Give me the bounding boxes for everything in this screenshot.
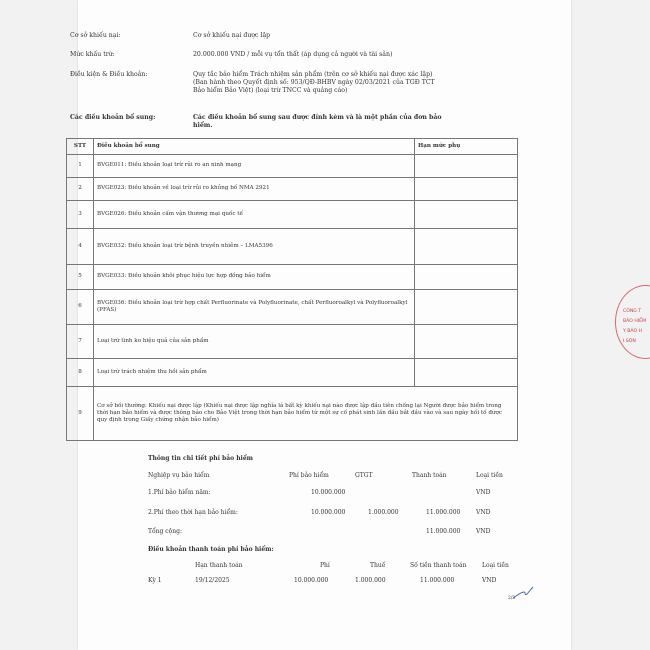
cell-clause: BVGE023: Điều khoản về loại trừ rủi ro khủng bố NMA 2921 [94,178,415,201]
fee-header-currency: Loại tiền [476,472,503,479]
payment-section-title: Điều khoản thanh toán phí bảo hiểm: [148,546,274,553]
table-row [67,359,518,387]
payment-row-period: Kỳ 1 [148,577,162,584]
red-stamp [615,285,650,355]
payment-header-amount: Số tiền thanh toán [410,562,467,569]
payment-row-tax: 1.000.000 [355,577,386,584]
fee-row-fee: 10.000.000 [311,509,346,516]
table-row [67,178,518,201]
fee-row-total: 11.000.000 [426,509,461,516]
payment-header-fee: Phí [320,562,330,569]
cell-clause: BVGE026: Điều khoản cấm vận thương mại quốc tế [94,201,415,229]
cell-limit [415,359,518,387]
fee-header-name: Nghiệp vụ bảo hiểm [148,472,210,479]
fee-row-currency: VND [476,509,491,516]
stamp-line: Y BẢO H [623,329,643,334]
fee-section-title: Thông tin chi tiết phí bảo hiểm [148,455,253,462]
header-limit: Hạn mức phụ [415,139,518,155]
stamp-line: BẢO HIỂM [623,319,647,324]
cell-limit [415,290,518,325]
cell-limit [415,265,518,290]
table-row [67,387,518,441]
cell-limit [415,178,518,201]
payment-row-due: 19/12/2025 [195,577,230,584]
cell-clause: BVGE036: Điều khoản loại trừ hợp chất Perfluorinate và Polyfluorinate, chất Perfluoroalkyl và Polyfluoroalkyl (PFAS) [94,290,415,325]
info-label-claim-basis: Cơ sở khiếu nại: [70,32,121,39]
cell-clause: BVGE011: Điều khoản loại trừ rủi ro an ninh mạng [94,155,415,178]
header-stt: STT [67,139,94,155]
fee-row-currency: VND [476,489,491,496]
signature-mark [512,586,534,600]
payment-row-fee: 10.000.000 [294,577,329,584]
additional-clauses-value: Các điều khoản bổ sung sau được đính kèm và là một phần của đơn bảo hiểm. [193,114,442,130]
payment-header-tax: Thuế [370,562,386,569]
table-row [67,229,518,265]
cell-stt: 4 [67,229,94,265]
cell-stt: 2 [67,178,94,201]
payment-header-due: Hạn thanh toán [195,562,243,569]
stamp-line: I SÒN [623,339,636,344]
payment-header-currency: Loại tiền [482,562,509,569]
payment-row-currency: VND [482,577,497,584]
cell-limit [415,325,518,359]
page-number: 2/3 [508,596,516,601]
fee-header-vat: GTGT [355,472,373,479]
cell-stt: 7 [67,325,94,359]
cell-limit [415,155,518,178]
fee-total-value: 11.000.000 [426,528,461,535]
fee-row-name: 1.Phí bảo hiểm năm: [148,489,211,496]
clauses-table [66,138,518,441]
info-value-deductible: 20.000.000 VND / mỗi vụ tổn thất (áp dụng cả người và tài sản) [193,51,393,58]
cell-stt: 9 [67,387,94,441]
cell-stt: 3 [67,201,94,229]
fee-row-vat: 1.000.000 [368,509,399,516]
additional-clauses-label: Các điều khoản bổ sung: [70,114,156,121]
table-header-row [67,139,518,155]
cell-clause: BVGE032: Điều khoản loại trừ bệnh truyền nhiễm – LMA5396 [94,229,415,265]
cell-stt: 5 [67,265,94,290]
cell-clause: Cơ sở bồi thường: Khiếu nại được lập (Khiếu nại được lập nghĩa là bất kỳ khiếu nại nào được lập đầu tiên chống lại Người được bảo hiểm trong thời hạn bảo hiểm và được thông báo cho Bảo Việt trong thời hạn bảo hiểm từ một sự cố phát sinh lần đầu bắt đầu vào và sau ngày hồi tố được quy định trong Giấy chứng nhận bảo hiểm) [94,387,518,441]
cell-limit [415,201,518,229]
fee-header-total: Thanh toán [412,472,447,479]
info-value-claim-basis: Cơ sở khiếu nại được lập [193,32,271,39]
cell-clause: BVGE033: Điều khoản khôi phục hiệu lực hợp đồng bảo hiểm [94,265,415,290]
cell-stt: 6 [67,290,94,325]
fee-header-fee: Phí bảo hiểm [289,472,329,479]
fee-row-name: 2.Phí theo thời hạn bảo hiểm: [148,509,238,516]
cell-limit [415,229,518,265]
cell-stt: 8 [67,359,94,387]
table-row [67,290,518,325]
cell-clause: Loại trừ trách nhiệm thu hồi sản phẩm [94,359,415,387]
info-label-conditions: Điều kiện & Điều khoản: [70,71,148,78]
fee-row-fee: 10.000.000 [311,489,346,496]
info-label-deductible: Mức khấu trừ: [70,51,115,58]
stamp-line: CÔNG T [623,309,642,314]
table-row [67,201,518,229]
payment-row-amount: 11.000.000 [420,577,455,584]
info-value-conditions: Quy tắc bảo hiểm Trách nhiệm sản phẩm (trên cơ sở khiếu nại được xác lập) (Ban hành theo Quyết định số: 953/QĐ-BHBV ngày 02/03/2021 của TGĐ TCT Bảo hiểm Bảo Việt) (loại trừ TNCC và quảng cáo) [193,71,435,95]
cell-stt: 1 [67,155,94,178]
table-row [67,265,518,290]
fee-total-label: Tổng cộng: [148,528,182,535]
table-row [67,325,518,359]
header-clause: Điều khoản bổ sung [94,139,415,155]
table-row [67,155,518,178]
cell-clause: Loại trừ tình ko hiệu quả của sản phẩm [94,325,415,359]
fee-total-currency: VND [476,528,491,535]
